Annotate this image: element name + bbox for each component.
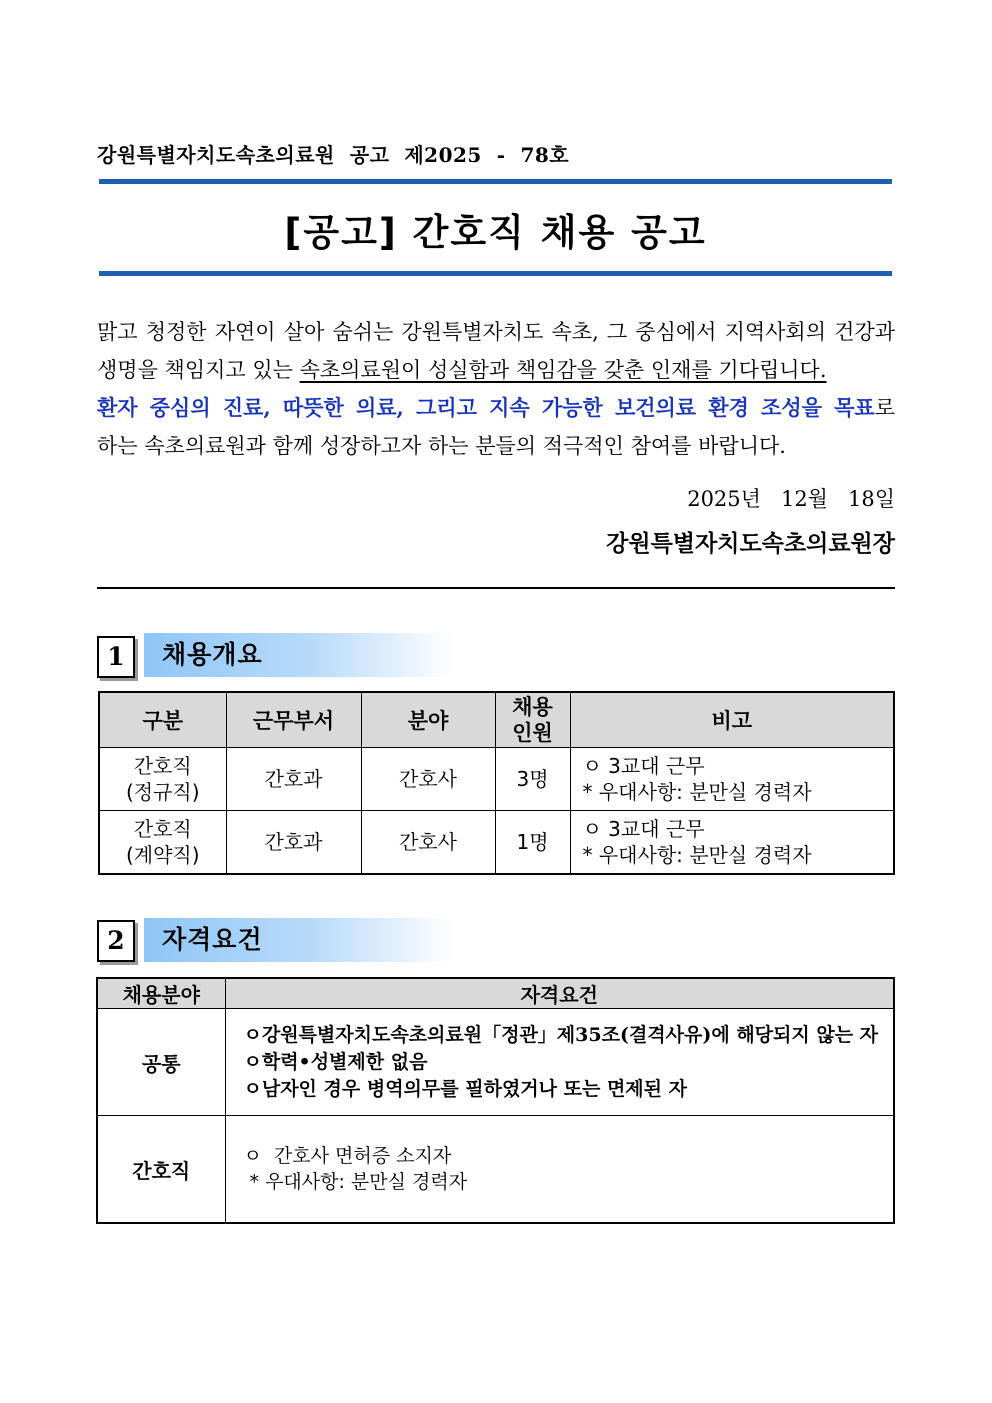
cell-dept: 간호과 bbox=[226, 811, 361, 875]
cell-requirements bbox=[225, 1116, 894, 1224]
intro-paragraph bbox=[97, 313, 895, 465]
note-line2: * 우대사항: 분만실 경력자 bbox=[582, 843, 812, 867]
category-line1: 간호직 bbox=[133, 754, 192, 778]
requirement-item: ㅇ남자인 경우 병역의무를 필하였거나 또는 면제된 자 bbox=[243, 1077, 687, 1100]
category-line2: (계약직) bbox=[125, 843, 200, 867]
intro-line-2-plain: 생명을 책임지고 있는 bbox=[97, 358, 300, 382]
recruitment-overview-table bbox=[98, 691, 895, 875]
header-field: 채용분야 bbox=[97, 978, 225, 1009]
divider bbox=[97, 587, 895, 589]
header-requirements: 자격요건 bbox=[225, 978, 894, 1009]
cell-headcount: 1명 bbox=[495, 811, 570, 875]
header-headcount bbox=[495, 692, 570, 748]
table-row bbox=[99, 811, 894, 875]
cell-category bbox=[99, 748, 226, 811]
cell-field: 간호직 bbox=[97, 1116, 225, 1224]
cell-note bbox=[570, 748, 894, 811]
header-field: 분야 bbox=[361, 692, 495, 748]
table-header-row bbox=[97, 978, 894, 1009]
category-line2: (정규직) bbox=[125, 780, 200, 804]
requirement-item: * 우대사항: 분만실 경력자 bbox=[243, 1171, 468, 1193]
table-header-row bbox=[99, 692, 894, 748]
cell-field: 간호사 bbox=[361, 748, 495, 811]
cell-field: 간호사 bbox=[361, 811, 495, 875]
requirement-item: ㅇ학력•성별제한 없음 bbox=[243, 1050, 428, 1073]
table-row bbox=[99, 748, 894, 811]
section-2-number: 2 bbox=[97, 920, 135, 962]
cell-category bbox=[99, 811, 226, 875]
page-title: [공고] 간호직 채용 공고 bbox=[284, 211, 707, 254]
section-1-title: 채용개요 bbox=[144, 633, 454, 677]
category-line1: 간호직 bbox=[133, 817, 192, 841]
title-rule-bottom bbox=[99, 271, 892, 276]
table-row bbox=[97, 1116, 894, 1224]
header-headcount-line2: 인원 bbox=[512, 720, 553, 745]
header-dept: 근무부서 bbox=[226, 692, 361, 748]
intro-line-2-underlined: 속초의료원이 성실함과 책임감을 갖춘 인재를 기다립니다. bbox=[299, 358, 827, 382]
qualification-table bbox=[96, 977, 895, 1224]
intro-line-1: 맑고 청정한 자연이 살아 숨쉬는 강원특별자치도 속초, 그 중심에서 지역사회의 건강과 bbox=[97, 320, 895, 344]
cell-field: 공통 bbox=[97, 1009, 225, 1116]
section-1-number: 1 bbox=[97, 636, 135, 678]
intro-line-3-emphasis: 환자 중심의 진료, 따뜻한 의료, 그리고 지속 가능한 보건의료 환경 조성을 목표 bbox=[97, 395, 875, 420]
table-row bbox=[97, 1009, 894, 1116]
notice-number: 강원특별자치도속초의료원 공고 제2025 - 78호 bbox=[97, 143, 570, 167]
notice-date: 2025년 12월 18일 bbox=[687, 487, 895, 511]
intro-line-3-tail: 로 bbox=[874, 396, 895, 420]
requirement-item: ㅇ강원특별자치도속초의료원「정관」제35조(결격사유)에 해당되지 않는 자 bbox=[243, 1023, 879, 1046]
cell-note bbox=[570, 811, 894, 875]
header-note: 비고 bbox=[570, 692, 894, 748]
intro-line-3 bbox=[97, 389, 895, 427]
issuer-name: 강원특별자치도속초의료원장 bbox=[606, 530, 895, 557]
note-line1: ㅇ 3교대 근무 bbox=[582, 754, 705, 778]
intro-line-4: 하는 속초의료원과 함께 성장하고자 하는 분들의 적극적인 참여를 바랍니다. bbox=[97, 434, 786, 458]
header-headcount-line1: 채용 bbox=[512, 694, 553, 719]
intro-line-2 bbox=[97, 351, 895, 389]
title-rule-top bbox=[99, 179, 892, 184]
cell-dept: 간호과 bbox=[226, 748, 361, 811]
note-line1: ㅇ 3교대 근무 bbox=[582, 817, 705, 841]
cell-requirements bbox=[225, 1009, 894, 1116]
header-category: 구분 bbox=[99, 692, 226, 748]
section-2-title: 자격요건 bbox=[144, 918, 454, 962]
cell-headcount: 3명 bbox=[495, 748, 570, 811]
note-line2: * 우대사항: 분만실 경력자 bbox=[582, 780, 812, 804]
requirement-item: ㅇ 간호사 면허증 소지자 bbox=[243, 1145, 452, 1167]
